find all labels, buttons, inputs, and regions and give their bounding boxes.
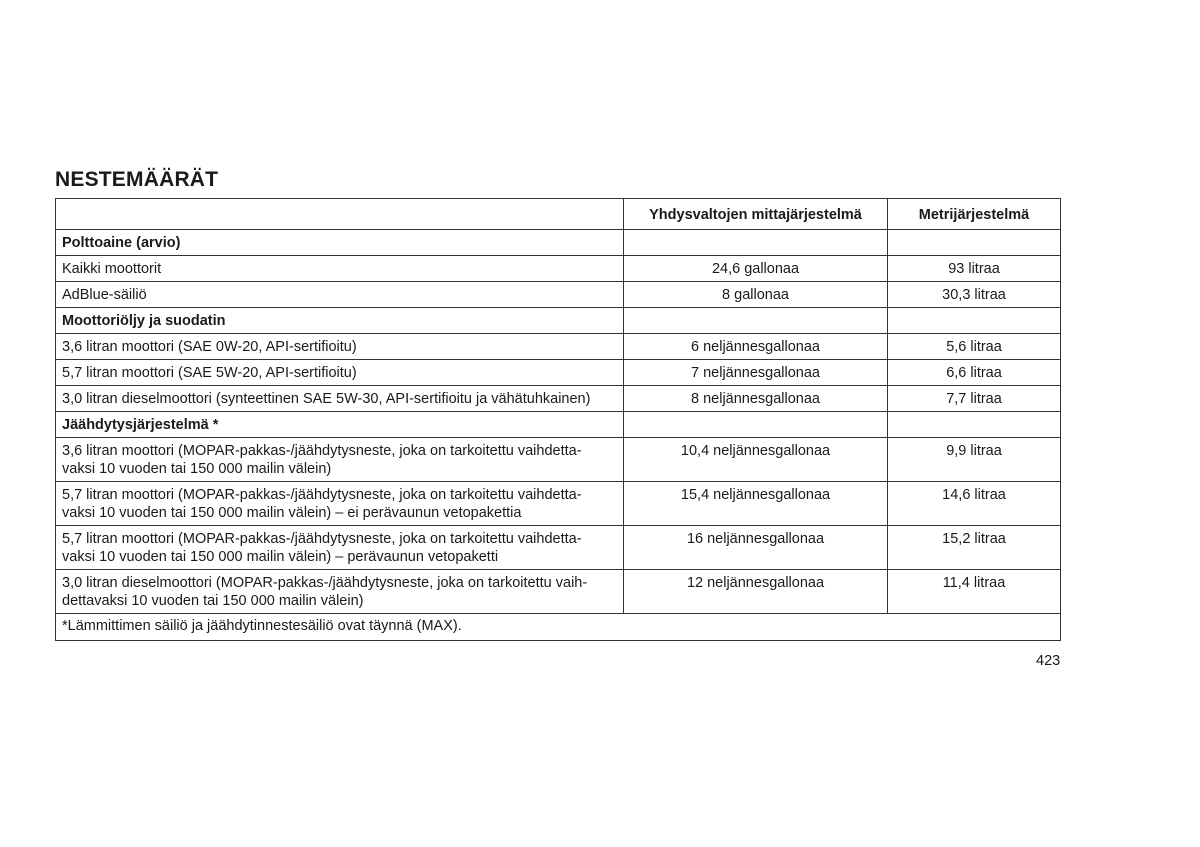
metric-value: 15,2 litraa xyxy=(888,526,1061,570)
table-header-row xyxy=(56,199,1061,230)
row-label: 5,7 litran moottori (SAE 5W-20, API-sertifioitu) xyxy=(56,360,624,386)
row-label-line: vaksi 10 vuoden tai 150 000 mailin välein) xyxy=(62,461,332,477)
header-metric-units: Metrijärjestelmä xyxy=(888,199,1061,230)
us-value xyxy=(624,412,888,438)
table-row xyxy=(56,360,1061,386)
header-us-units: Yhdysvaltojen mittajärjestelmä xyxy=(624,199,888,230)
row-label: Kaikki moottorit xyxy=(56,256,624,282)
row-label xyxy=(56,482,624,526)
row-label-line: vaksi 10 vuoden tai 150 000 mailin välein) – ei perävaunun vetopakettia xyxy=(62,505,522,521)
us-value: 8 gallonaa xyxy=(624,282,888,308)
row-label-line: 5,7 litran moottori (MOPAR-pakkas-/jäähdytysneste, joka on tarkoitettu vaihdetta- xyxy=(62,487,582,503)
us-value: 7 neljännesgallonaa xyxy=(624,360,888,386)
metric-value xyxy=(888,412,1061,438)
metric-value: 30,3 litraa xyxy=(888,282,1061,308)
row-label-line: 3,0 litran dieselmoottori (MOPAR-pakkas-/jäähdytysneste, joka on tarkoitettu vaih- xyxy=(62,575,588,591)
us-value: 6 neljännesgallonaa xyxy=(624,334,888,360)
us-value: 15,4 neljännesgallonaa xyxy=(624,482,888,526)
row-label: 3,0 litran dieselmoottori (synteettinen SAE 5W-30, API-sertifioitu ja vähätuhkainen) xyxy=(56,386,624,412)
header-description xyxy=(56,199,624,230)
page-number: 423 xyxy=(1036,653,1061,669)
table-row xyxy=(56,570,1061,614)
row-label-line: 5,7 litran moottori (MOPAR-pakkas-/jäähdytysneste, joka on tarkoitettu vaihdetta- xyxy=(62,531,582,547)
metric-value: 6,6 litraa xyxy=(888,360,1061,386)
us-value xyxy=(624,230,888,256)
footnote: *Lämmittimen säiliö ja jäähdytinnestesäiliö ovat täynnä (MAX). xyxy=(56,614,1061,641)
fluid-capacities-table xyxy=(55,198,1061,641)
section-row-cooling-system xyxy=(56,412,1061,438)
us-value: 24,6 gallonaa xyxy=(624,256,888,282)
section-row-fuel xyxy=(56,230,1061,256)
us-value: 12 neljännesgallonaa xyxy=(624,570,888,614)
table-row xyxy=(56,282,1061,308)
section-label: Jäähdytysjärjestelmä * xyxy=(56,412,624,438)
us-value xyxy=(624,308,888,334)
row-label xyxy=(56,438,624,482)
table-row xyxy=(56,438,1061,482)
metric-value: 93 litraa xyxy=(888,256,1061,282)
metric-value xyxy=(888,230,1061,256)
table-row xyxy=(56,386,1061,412)
metric-value: 7,7 litraa xyxy=(888,386,1061,412)
row-label xyxy=(56,570,624,614)
metric-value: 14,6 litraa xyxy=(888,482,1061,526)
metric-value: 9,9 litraa xyxy=(888,438,1061,482)
table-row xyxy=(56,256,1061,282)
us-value: 8 neljännesgallonaa xyxy=(624,386,888,412)
row-label: AdBlue-säiliö xyxy=(56,282,624,308)
table-row xyxy=(56,526,1061,570)
footnote-row xyxy=(56,614,1061,641)
metric-value: 11,4 litraa xyxy=(888,570,1061,614)
table-row xyxy=(56,482,1061,526)
section-row-engine-oil xyxy=(56,308,1061,334)
row-label xyxy=(56,526,624,570)
section-label: Polttoaine (arvio) xyxy=(56,230,624,256)
row-label-line: 3,6 litran moottori (MOPAR-pakkas-/jäähdytysneste, joka on tarkoitettu vaihdetta- xyxy=(62,443,582,459)
row-label-line: dettavaksi 10 vuoden tai 150 000 mailin välein) xyxy=(62,593,364,609)
row-label-line: vaksi 10 vuoden tai 150 000 mailin välein) – perävaunun vetopaketti xyxy=(62,549,499,565)
table-row xyxy=(56,334,1061,360)
us-value: 16 neljännesgallonaa xyxy=(624,526,888,570)
metric-value xyxy=(888,308,1061,334)
row-label: 3,6 litran moottori (SAE 0W-20, API-sertifioitu) xyxy=(56,334,624,360)
page-title: NESTEMÄÄRÄT xyxy=(55,168,219,191)
metric-value: 5,6 litraa xyxy=(888,334,1061,360)
us-value: 10,4 neljännesgallonaa xyxy=(624,438,888,482)
section-label: Moottoriöljy ja suodatin xyxy=(56,308,624,334)
